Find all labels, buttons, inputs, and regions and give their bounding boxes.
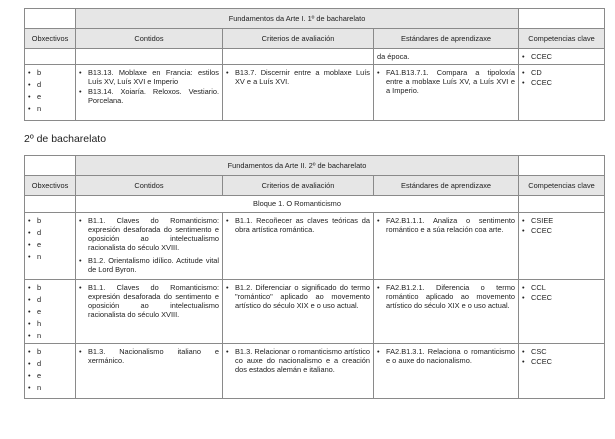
objective-item: • h [28, 319, 72, 328]
objective-item: • e [28, 240, 72, 249]
header-objectives: Obxectivos [25, 29, 76, 49]
objective-item: • b [28, 347, 72, 356]
competence-item: • CCEC [522, 52, 601, 61]
competence-item: • CSC [522, 347, 601, 356]
competence-item: • CCEC [522, 357, 601, 366]
objective-item: • b [28, 216, 72, 225]
criterion-item: • B1.2. Diferenciar o significado do termo "romántico" aplicado ao movemento artístico do século XIX e o uso actual. [226, 283, 370, 310]
competence-item: • CD [522, 68, 601, 77]
curriculum-table-2 [24, 155, 605, 399]
content-item: • B1.2. Orientalismo idílico. Actitude vital de Lord Byron. [79, 256, 219, 274]
table-row [25, 65, 605, 121]
content-item: • B1.1. Claves do Romanticismo: expresión desaforada do sentimento e oposición ao intelectualismo racionalista do século XVIII. [79, 216, 219, 252]
objective-item: • n [28, 383, 72, 392]
content-item: • B1.3. Nacionalismo italiano e xermánico. [79, 347, 219, 365]
objective-item: • e [28, 371, 72, 380]
objective-item: • b [28, 283, 72, 292]
criterion-item: • B1.3. Relacionar o romanticismo artístico co auxe do nacionalismo e a creación dos estados alemán e italiano. [226, 347, 370, 374]
table-row [25, 344, 605, 399]
header-criteria: Criterios de avaliación [223, 29, 374, 49]
competence-item: • CCL [522, 283, 601, 292]
header-objectives: Obxectivos [25, 176, 76, 196]
table-title: Fundamentos da Arte II. 2º de bacharelato [76, 156, 519, 176]
header-contents: Contidos [76, 176, 223, 196]
standard-item: • FA2.B1.3.1. Relaciona o romanticismo e o auxe do nacionalismo. [377, 347, 515, 365]
table-title: Fundamentos da Arte I. 1º de bacharelato [76, 9, 519, 29]
standard-item: • FA2.B1.1.1. Analiza o sentimento romántico e a súa relación coa arte. [377, 216, 515, 234]
content-item: • B1.1. Claves do Romanticismo: expresión desaforada do sentimento e oposición ao intelectualismo racionalista do século XVIII. [79, 283, 219, 319]
standard-item: • FA1.B13.7.1. Compara a tipoloxía entre a moblaxe Luís XV, a Luís XVI e a Imperio. [377, 68, 515, 95]
standard-item: • FA2.B1.2.1. Diferencia o termo romántico aplicado ao movemento artístico do século XIX e o uso actual. [377, 283, 515, 310]
criterion-item: • B1.1. Recoñecer as claves teóricas da obra artística romántica. [226, 216, 370, 234]
header-standards: Estándares de aprendizaxe [374, 29, 519, 49]
criterion-item: • B13.7. Discernir entre a moblaxe Luís XV e a Luís XVI. [226, 68, 370, 86]
table-row [25, 49, 605, 65]
header-standards: Estándares de aprendizaxe [374, 176, 519, 196]
objective-item: • n [28, 252, 72, 261]
competence-item: • CCEC [522, 226, 601, 235]
objective-item: • e [28, 307, 72, 316]
standard-cell: da época. [374, 49, 519, 65]
objective-item: • d [28, 359, 72, 368]
objective-item: • d [28, 228, 72, 237]
table-row [25, 213, 605, 280]
content-item: • B13.14. Xoiaría. Reloxos. Vestiario. Porcelana. [79, 87, 219, 105]
curriculum-table-1 [24, 8, 605, 121]
objective-item: • e [28, 92, 72, 101]
header-contents: Contidos [76, 29, 223, 49]
block-title: Bloque 1. O Romanticismo [76, 196, 519, 213]
header-competences: Competencias clave [519, 29, 605, 49]
objective-item: • n [28, 104, 72, 113]
section-heading: 2º de bacharelato [24, 133, 107, 145]
competence-item: • CSIEE [522, 216, 601, 225]
competence-item: • CCEC [522, 293, 601, 302]
header-criteria: Criterios de avaliación [223, 176, 374, 196]
objective-item: • d [28, 295, 72, 304]
objective-item: • b [28, 68, 72, 77]
objective-item: • d [28, 80, 72, 89]
table-row [25, 280, 605, 344]
header-competences: Competencias clave [519, 176, 605, 196]
competence-item: • CCEC [522, 78, 601, 87]
objective-item: • n [28, 331, 72, 340]
content-item: • B13.13. Moblaxe en Francia: estilos Luís XV, Luís XVI e Imperio [79, 68, 219, 86]
